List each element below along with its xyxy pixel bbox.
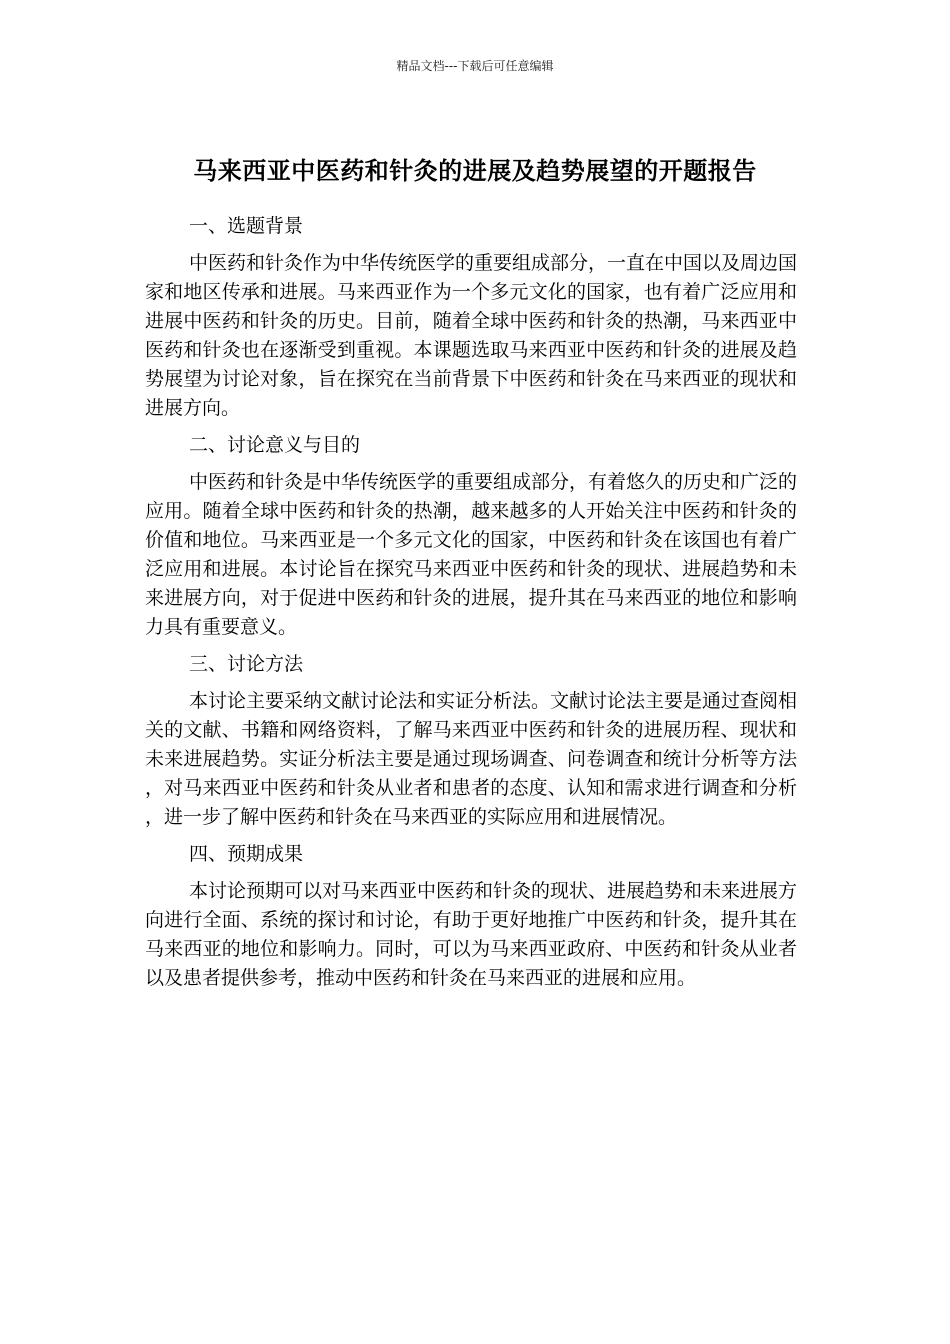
- section-heading: 四、预期成果: [189, 843, 304, 865]
- header-note: 精品文档---下载后可任意编辑: [396, 59, 554, 73]
- section-paragraph: 中医药和针灸是中华传统医学的重要组成部分，有着悠久的历史和广泛的应用。随着全球中医药和针灸的热潮，越来越多的人开始关注中医药和针灸的价值和地位。马来西亚是一个多元文化的国家，中医药和针灸在该国也有着广泛应用和进展。本讨论旨在探究马来西亚中医药和针灸的现状、进展趋势和未来进展方向，对于促进中医药和针灸的进展，提升其在马来西亚的地位和影响力具有重要意义。: [145, 471, 798, 638]
- section-paragraph: 中医药和针灸作为中华传统医学的重要组成部分，一直在中国以及周边国家和地区传承和进展。马来西亚作为一个多元文化的国家，也有着广泛应用和进展中医药和针灸的历史。目前，随着全球中医药和针灸的热潮，马来西亚中医药和针灸也在逐渐受到重视。本课题选取马来西亚中医药和针灸的进展及趋势展望为讨论对象，旨在探究在当前背景下中医药和针灸在马来西亚的现状和进展方向。: [145, 252, 798, 419]
- section-heading: 三、讨论方法: [189, 653, 304, 675]
- section-methods: [145, 650, 797, 832]
- section-background: [145, 212, 797, 423]
- section-paragraph: 本讨论主要采纳文献讨论法和实证分析法。文献讨论法主要是通过查阅相关的文献、书籍和网络资料，了解马来西亚中医药和针灸的进展历程、现状和未来进展趋势。实证分析法主要是通过现场调查、问卷调查和统计分析等方法，对马来西亚中医药和针灸从业者和患者的态度、认知和需求进行调查和分析，进一步了解中医药和针灸在马来西亚的实际应用和进展情况。: [145, 690, 798, 828]
- document-title: 马来西亚中医药和针灸的进展及趋势展望的开题报告: [193, 157, 757, 186]
- section-heading: 一、选题背景: [189, 215, 304, 237]
- section-significance: [145, 431, 797, 642]
- section-heading: 二、讨论意义与目的: [189, 434, 361, 456]
- section-paragraph: 本讨论预期可以对马来西亚中医药和针灸的现状、进展趋势和未来进展方向进行全面、系统的探讨和讨论，有助于更好地推广中医药和针灸，提升其在马来西亚的地位和影响力。同时，可以为马来西亚政府、中医药和针灸从业者以及患者提供参考，推动中医药和针灸在马来西亚的进展和应用。: [145, 880, 798, 989]
- section-expected-results: [145, 840, 797, 993]
- document-body: [145, 212, 797, 1001]
